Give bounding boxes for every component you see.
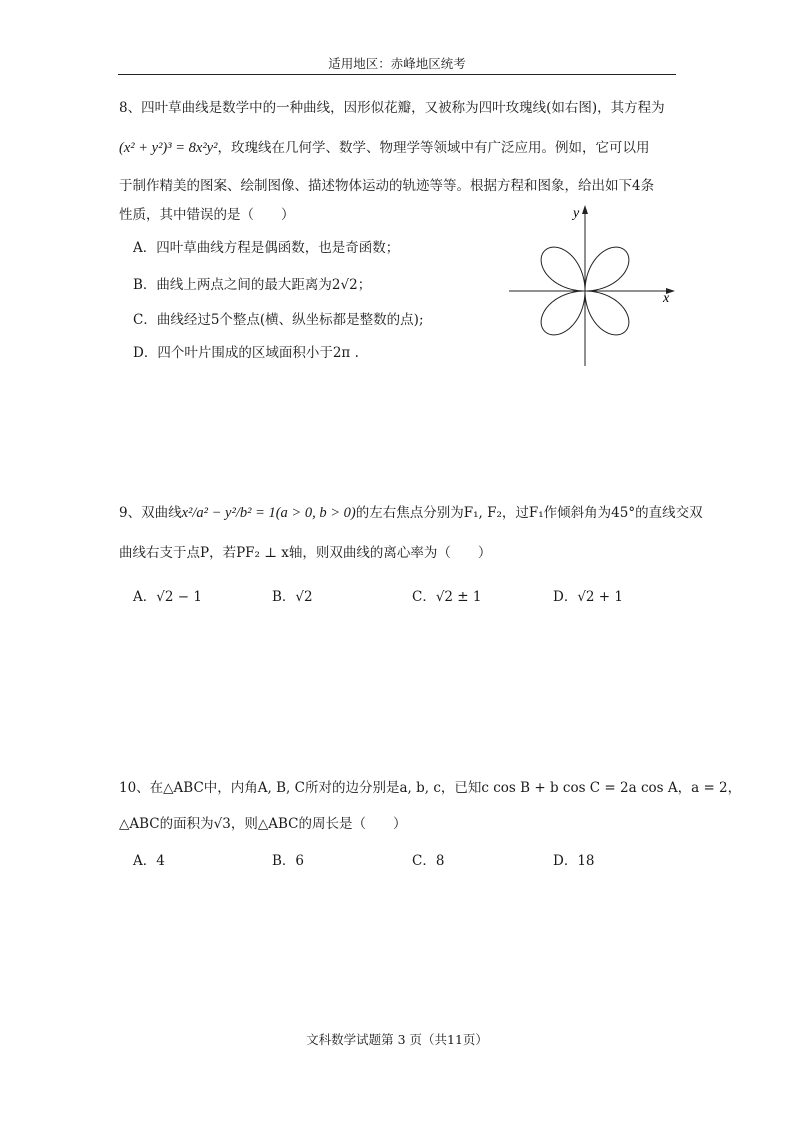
- q9-prefix: 9、双曲线: [119, 505, 182, 521]
- q8-line1: 8、四叶草曲线是数学中的一种曲线，因形似花瓣，又被称为四叶玫瑰线(如右图)，其方程为: [119, 100, 665, 116]
- q9-line1-rest: 的左右焦点分别为F₁, F₂，过F₁作倾斜角为45°的直线交双: [355, 505, 703, 521]
- q9-equation: x²/a² − y²/b² = 1(a > 0, b > 0): [181, 505, 356, 521]
- q10-option-b: B．6: [272, 853, 305, 869]
- page-header: 适用地区：赤峰地区统考: [328, 56, 466, 71]
- q10-option-a: A．4: [133, 853, 165, 869]
- q9-option-b: B．√2: [272, 589, 313, 605]
- q9-option-a: A．√2 − 1: [133, 589, 202, 605]
- q8-option-c: C．曲线经过5个整点(横、纵坐标都是整数的点);: [133, 312, 424, 328]
- q8-line4: 性质，其中错误的是（ ）: [119, 207, 295, 223]
- header-rule: [118, 74, 676, 75]
- q8-line3: 于制作精美的图案、绘制图像、描述物体运动的轨迹等等。根据方程和图象，给出如下4条: [119, 178, 655, 194]
- q9-option-d: D．√2 + 1: [553, 589, 623, 605]
- y-axis-arrow: [582, 205, 588, 214]
- q10-line1: 10、在△ABC中，内角A, B, C所对的边分别是a, b, c，已知c cos B + b cos C = 2a cos A，a = 2，: [119, 780, 742, 796]
- y-axis-label: y: [573, 206, 580, 221]
- q9-line1: [119, 504, 703, 522]
- page-footer: 文科数学试题第 3 页（共11页）: [306, 1032, 488, 1047]
- four-leaf-rose-figure: [505, 200, 680, 370]
- q9-option-c: C．√2 ± 1: [412, 589, 482, 605]
- q10-line2: △ABC的面积为√3，则△ABC的周长是（ ）: [119, 816, 407, 832]
- q8-equation: (x² + y²)³ = 8x²y²: [119, 140, 218, 156]
- q8-line2: [119, 139, 649, 157]
- q9-line2: 曲线右支于点P，若PF₂ ⊥ x轴，则双曲线的离心率为（ ）: [119, 545, 492, 561]
- q8-option-b: B．曲线上两点之间的最大距离为2√2；: [133, 277, 372, 293]
- q8-option-d: D．四个叶片围成的区域面积小于2π .: [133, 345, 359, 361]
- q8-option-a: A．四叶草曲线方程是偶函数，也是奇函数；: [133, 240, 400, 256]
- x-axis-label: x: [663, 291, 670, 306]
- q8-line2-rest: ，玫瑰线在几何学、数学、物理学等领域中有广泛应用。例如，它可以用: [217, 140, 650, 156]
- q10-option-d: D．18: [553, 853, 595, 869]
- q10-option-c: C．8: [412, 853, 445, 869]
